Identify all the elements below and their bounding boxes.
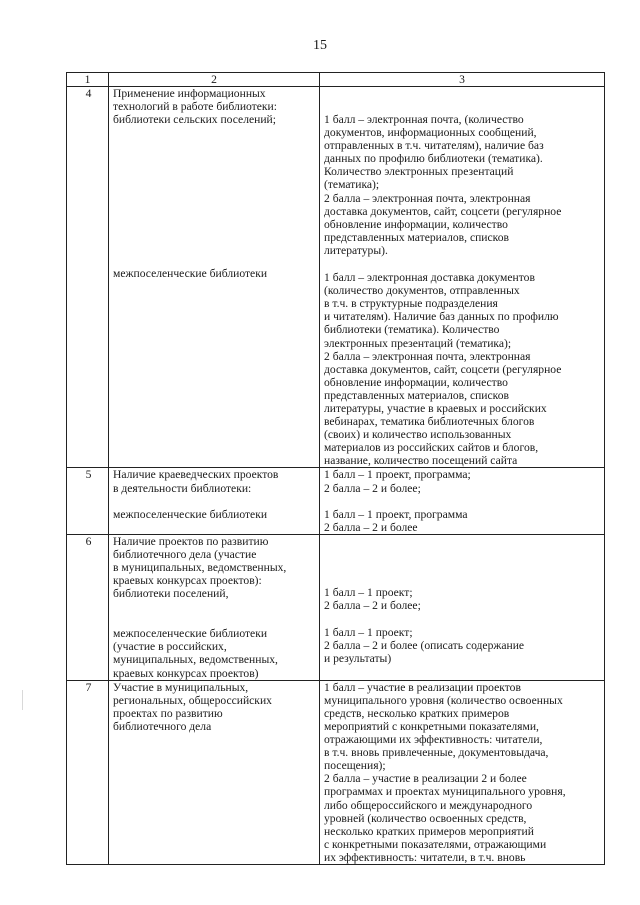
spacer xyxy=(113,152,317,267)
scan-margin-mark xyxy=(22,690,23,710)
table-header-row xyxy=(67,73,605,87)
table-row xyxy=(67,87,605,468)
indicator-cell xyxy=(109,534,320,680)
indicator-text: Наличие краеведческих проектов в деятельности библиотеки: xyxy=(113,468,279,495)
row-number: 7 xyxy=(67,680,109,864)
spacer xyxy=(324,257,602,271)
score-text: 1 балл – 1 проект, программа; 2 балла – 2 и более; xyxy=(324,468,471,495)
indicator-text: Наличие проектов по развитию библиотечного дела (участие в муниципальных, ведомственных, краевых конкурсах проектов): библиотеки поселений, xyxy=(113,534,287,601)
score-text: 1 балл – участие в реализации проектов муниципального уровня (количество освоенных средств, несколько кратких примеров мероприятий с конкретными показателями, отражающими их эффективность: читатели, в т.ч. вновь привлеченные, документовыдача, посещения); 2 балла – участие в реализации 2 и более программах и проектах муниципального уровня, либо общероссийского и международного уровней (количество освоенных средств, несколько кратких примеров мероприятий с конкретными показателями, отражающими их эффективность: читатели, в т.ч. вновь xyxy=(324,680,566,864)
score-cell xyxy=(320,680,605,864)
score-cell xyxy=(320,87,605,468)
score-subtext: 1 балл – электронная доставка документов (количество документов, отправленных в т.ч. в структурные подразделения и читателям). Наличие баз данных по профилю библиотеки (тематика). Количество электронных презентаций (тематика); 2 балла – электронная почта, электронная доставка документов, сайт, соцсети (регулярное обновление информации, количество представленных материалов, списков литературы, участие в краевых и российских вебинарах, тематика библиотечных блогов (своих) и количество использованных материалов из российских сайтов и блогов, название, количество посещений сайта xyxy=(324,271,562,468)
indicator-cell xyxy=(109,468,320,534)
score-subtext: 1 балл – 1 проект; 2 балла – 2 и более (описать содержание и результаты) xyxy=(324,626,525,666)
spacer xyxy=(324,495,602,508)
row-number: 5 xyxy=(67,468,109,534)
score-text: 1 балл – 1 проект; 2 балла – 2 и более; xyxy=(324,585,421,612)
spacer xyxy=(113,614,317,627)
indicator-text: Применение информационных технологий в работе библиотеки: библиотеки сельских поселений; xyxy=(113,87,277,127)
row-number: 6 xyxy=(67,534,109,680)
indicator-subtext: межпоселенческие библиотеки xyxy=(113,267,268,281)
spacer xyxy=(324,612,602,626)
spacer xyxy=(113,600,317,614)
indicator-text: Участие в муниципальных, региональных, общероссийских проектах по развитию библиотечного дела xyxy=(113,680,272,733)
indicator-subtext: межпоселенческие библиотеки xyxy=(113,507,268,521)
indicator-cell xyxy=(109,87,320,468)
score-cell xyxy=(320,534,605,680)
row-number: 4 xyxy=(67,87,109,468)
spacer xyxy=(324,87,602,113)
header-col-3: 3 xyxy=(320,73,605,87)
indicator-subtext: межпоселенческие библиотеки (участие в российских, муниципальных, ведомственных, краевых конкурсах проектов) xyxy=(113,627,278,680)
indicator-cell xyxy=(109,680,320,864)
score-cell xyxy=(320,468,605,534)
header-col-1: 1 xyxy=(67,73,109,87)
table-row xyxy=(67,680,605,864)
score-text: 1 балл – электронная почта, (количество документов, информационных сообщений, отправленных в т.ч. читателям), наличие баз данных по профилю библиотеки (тематика). Количество электронных презентаций (тематика); 2 балла – электронная почта, электронная доставка документов, сайт, соцсети (регулярное обновление информации, количество представленных материалов, списков литературы). xyxy=(324,113,562,257)
table-row xyxy=(67,468,605,534)
spacer xyxy=(113,495,317,508)
spacer xyxy=(113,126,317,152)
page-number: 15 xyxy=(313,38,327,53)
spacer xyxy=(324,535,602,586)
table-row xyxy=(67,534,605,680)
score-subtext: 1 балл – 1 проект, программа 2 балла – 2 и более xyxy=(324,507,468,534)
header-col-2: 2 xyxy=(109,73,320,87)
criteria-table xyxy=(66,72,605,865)
